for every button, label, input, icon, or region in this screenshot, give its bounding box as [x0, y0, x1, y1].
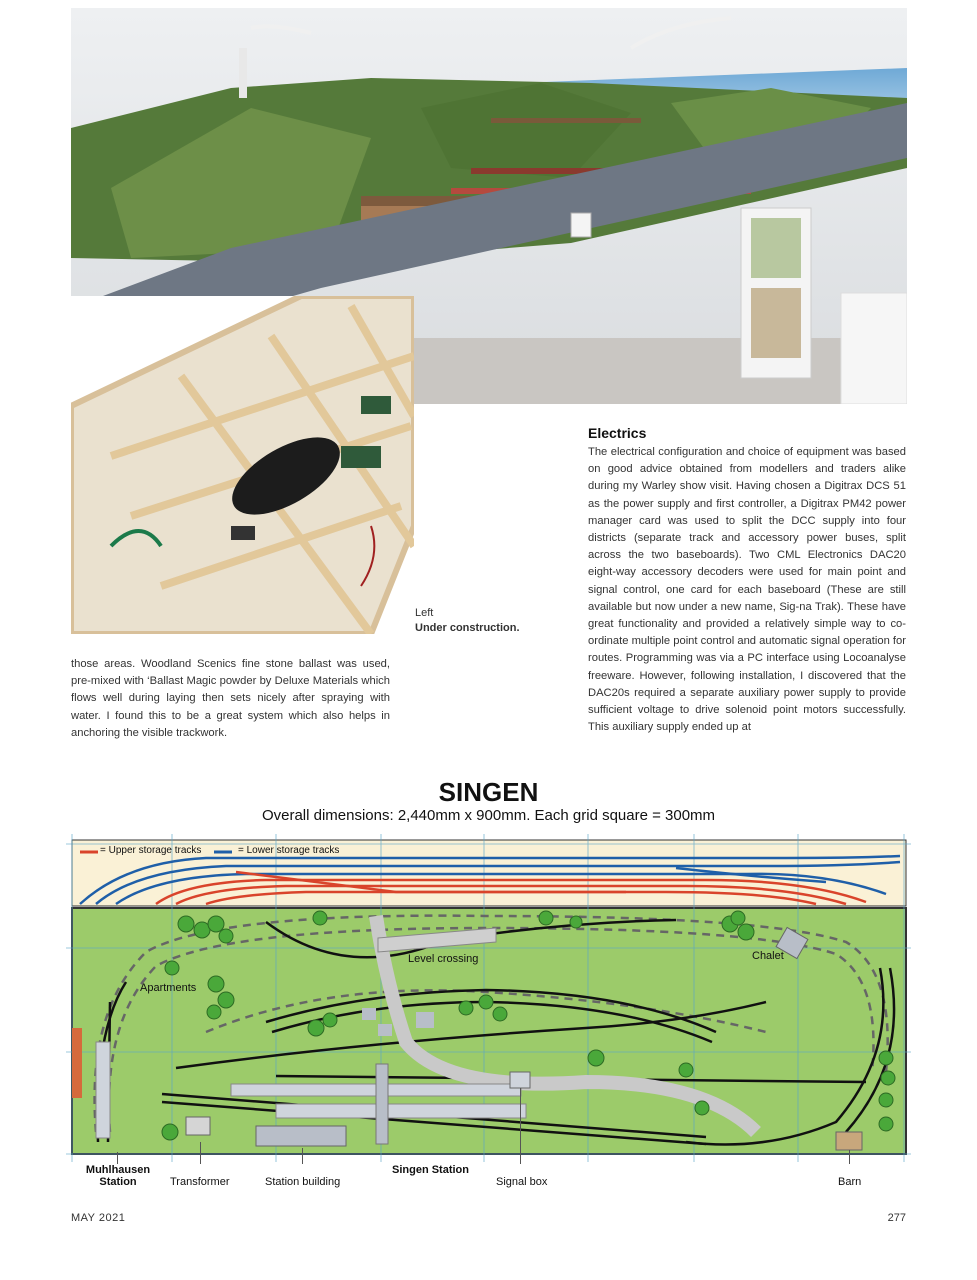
- label-transformer: Transformer: [170, 1176, 230, 1188]
- track-plan: [66, 832, 911, 1162]
- plan-title: SINGEN: [438, 777, 539, 807]
- label-station-building: Station building: [265, 1176, 341, 1188]
- label-apartments: Apartments: [140, 982, 197, 994]
- label-singen-station: Singen Station: [392, 1164, 469, 1176]
- photo-caption: [415, 606, 520, 636]
- electrics-body: The electrical configuration and choice of equipment was based on good advice obtained from modellers and traders alike during my Warley show visit. Having chosen a Digitrax DCS 51 as the power supply and first controller, a Digitrax PM42 power manager card was used to split the DCC supply into four districts (separate track and accessory power buses, split across the two baseboards). Two CML Electronics DAC20 eight-way accessory decoders were used for main point and signal control, one card for each baseboard (These are still available but now under a new name, Sig-na Trak). These have great functionality and provided a relatively simple way to co-ordinate multiple point control and automatic signal operation for routes. Programming was via a PC interface using Locoanalyse freeware. However, following installation, I discovered that the DAC20s required a separate auxiliary power supply to provide sufficient voltage to drive solenoid point motors successfully. This auxiliary supply ended up at: [588, 446, 906, 734]
- legend-upper: = Upper storage tracks: [100, 845, 202, 856]
- construction-photo: [71, 296, 414, 634]
- caption-text: Under construction.: [415, 622, 520, 634]
- label-chalet: Chalet: [752, 950, 784, 962]
- left-column-text: those areas. Woodland Scenics fine stone ballast was used, pre-mixed with ‘Ballast Magic powder by Deluxe Materials which flows well during laying then sets nicely after spraying with water. I found this to be a great system which also helps in anchoring the visible trackwork.: [71, 658, 390, 739]
- label-level-crossing: Level crossing: [408, 953, 479, 965]
- electrics-heading: Electrics: [588, 425, 647, 441]
- issue-date: MAY 2021: [71, 1212, 126, 1224]
- caption-direction: Left: [415, 607, 434, 619]
- label-signal-box: Signal box: [496, 1176, 548, 1188]
- label-barn: Barn: [838, 1176, 862, 1188]
- label-muhlhausen-line1: Muhlhausen: [85, 1164, 151, 1176]
- label-muhlhausen-line2: Station: [99, 1176, 137, 1188]
- plan-subtitle: Overall dimensions: 2,440mm x 900mm. Each grid square = 300mm: [261, 807, 716, 824]
- page-number: 277: [887, 1212, 906, 1224]
- legend-lower: = Lower storage tracks: [238, 845, 340, 856]
- label-muhlhausen: [71, 1164, 165, 1188]
